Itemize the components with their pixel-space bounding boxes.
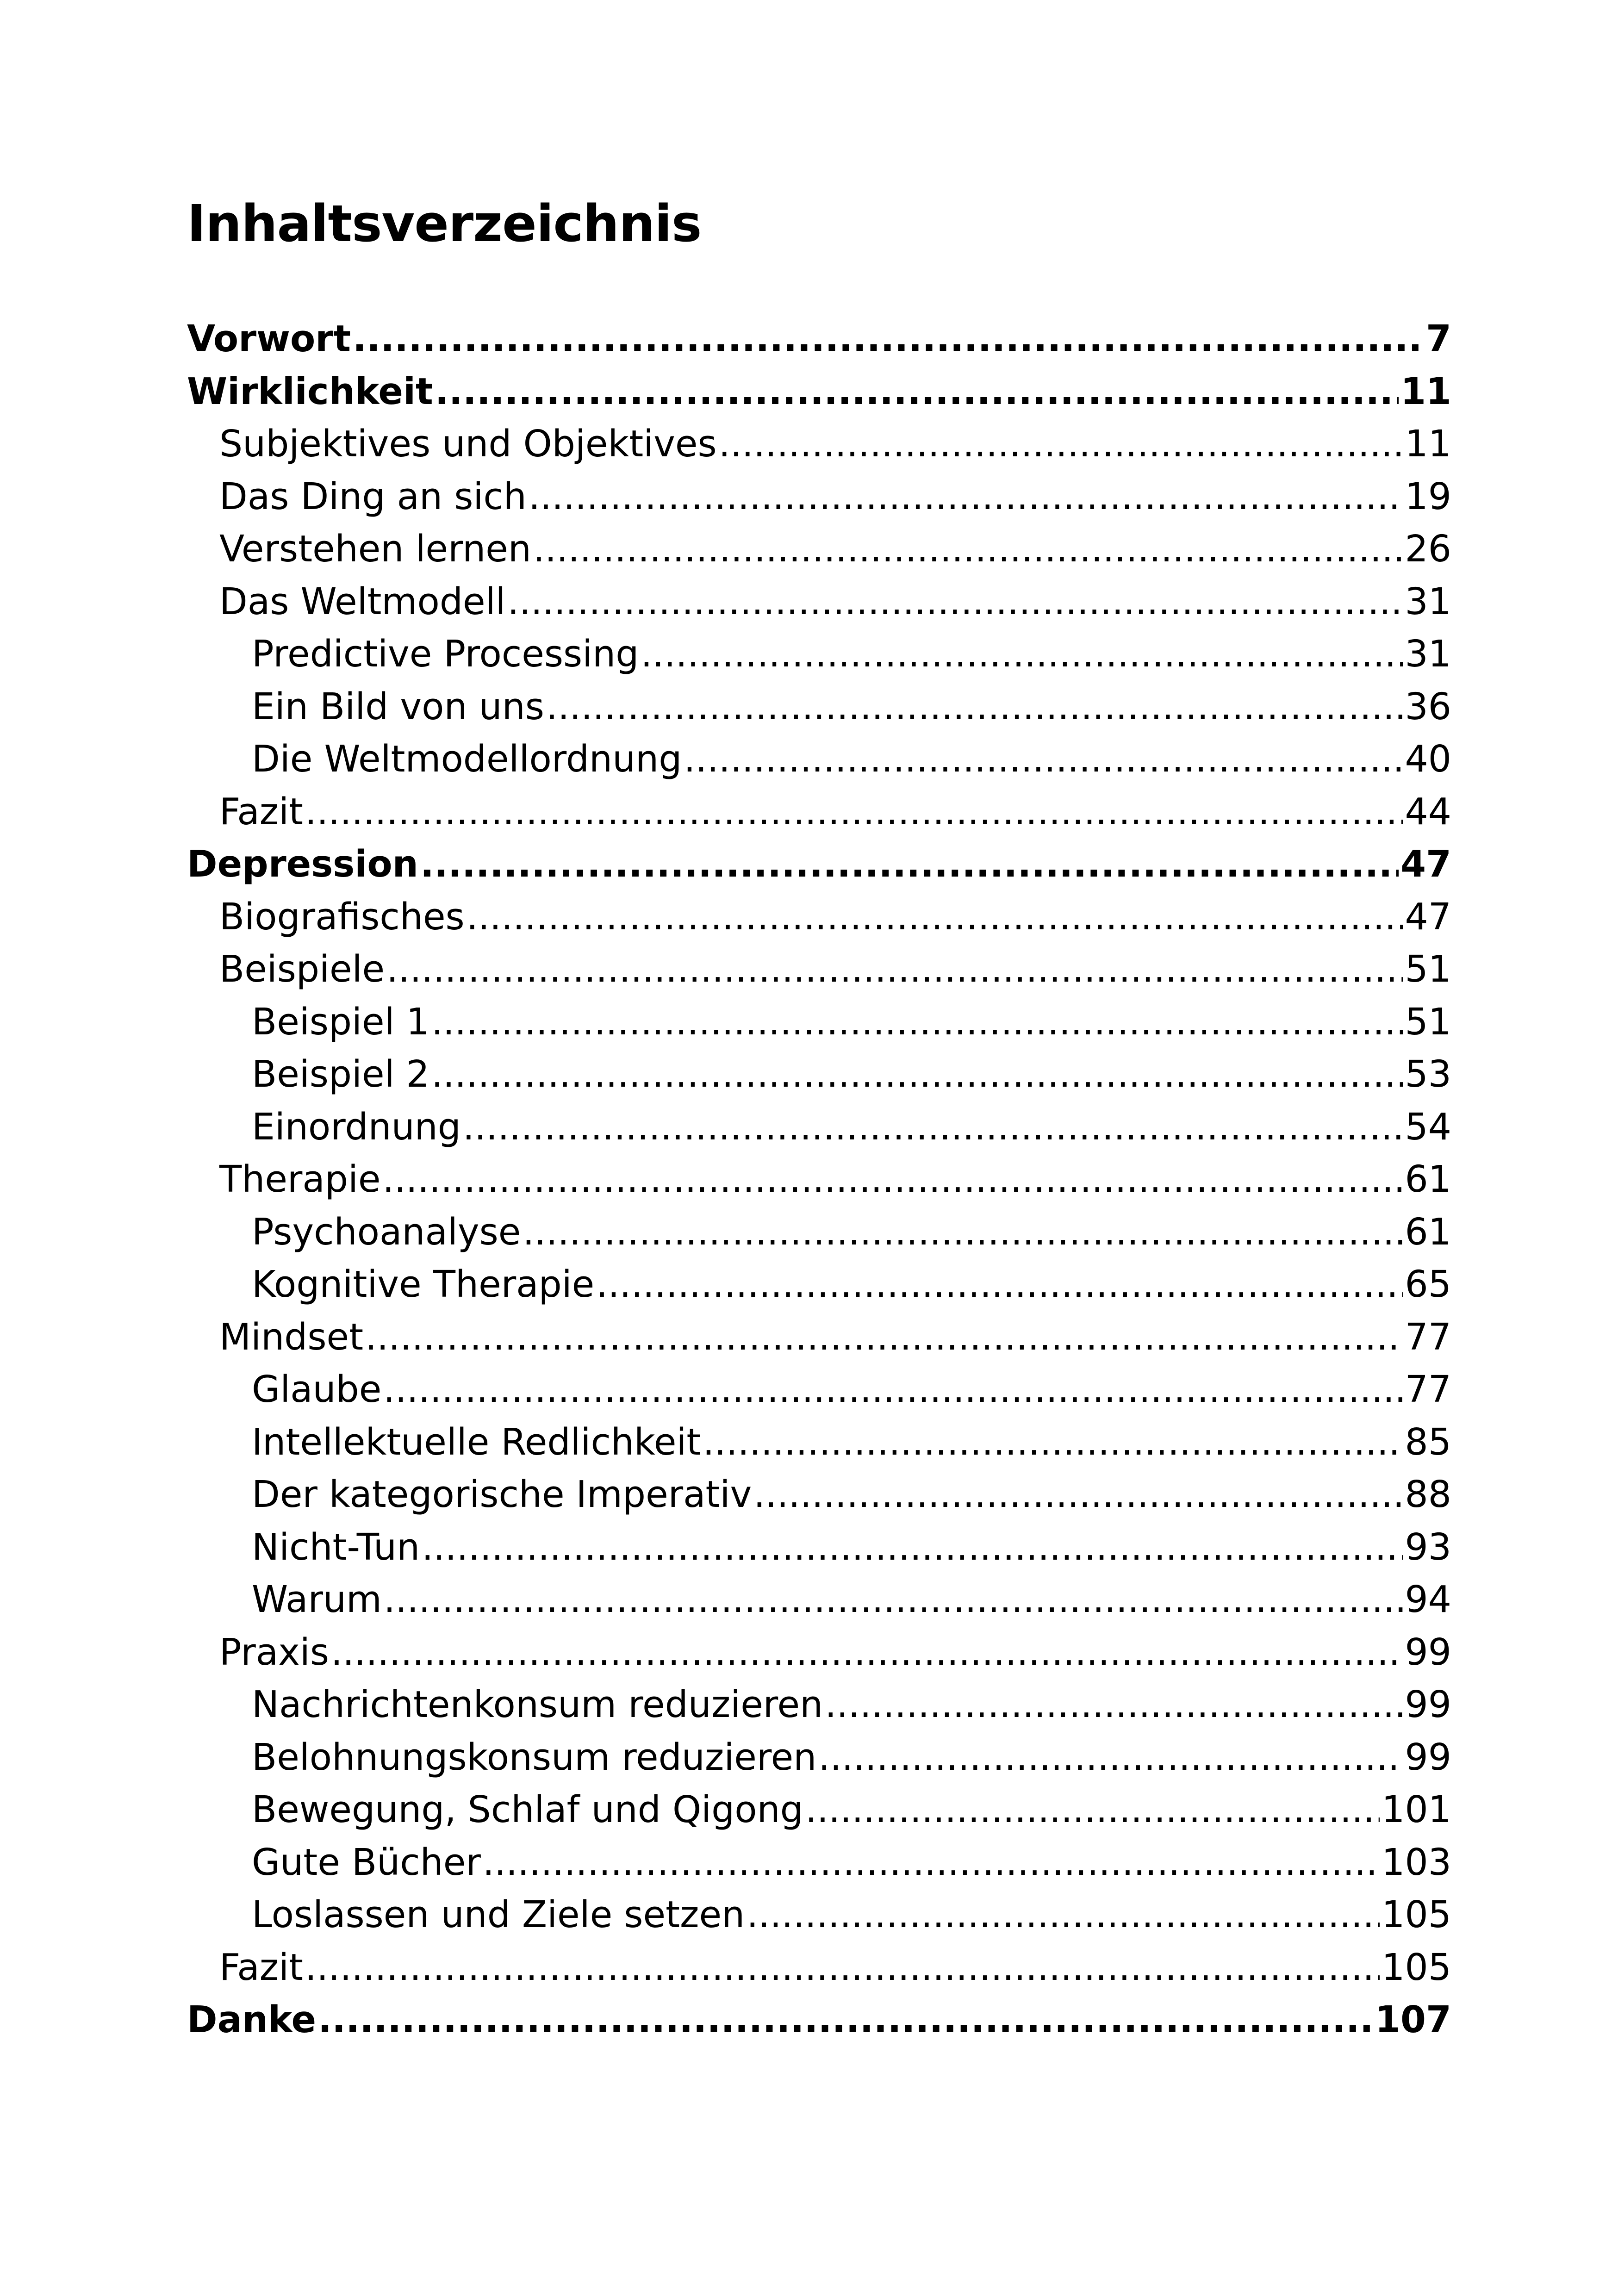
toc-entry-page-number: 85 [1405, 1420, 1451, 1463]
toc-dot-leader [383, 1153, 1403, 1206]
toc-entry-label: Depression [187, 843, 418, 885]
toc-entry-label: Warum [252, 1578, 382, 1621]
toc-dot-leader [318, 1994, 1373, 2047]
toc-entry-label: Beispiel 2 [252, 1053, 429, 1095]
toc-dot-leader [353, 313, 1424, 366]
toc-entry-page-number: 65 [1405, 1263, 1451, 1306]
toc-dot-leader [546, 681, 1403, 734]
toc-entry-label: Subjektives und Objektives [219, 423, 717, 465]
toc-dot-leader [529, 471, 1403, 523]
toc-entry[interactable] [187, 1521, 1451, 1574]
toc-dot-leader [463, 1101, 1403, 1154]
toc-entry-label: Mindset [219, 1315, 364, 1358]
toc-entry-page-number: 101 [1382, 1788, 1451, 1831]
toc-dot-leader [384, 1574, 1403, 1626]
toc-entry[interactable] [187, 1363, 1451, 1416]
toc-entry-label: Praxis [219, 1630, 329, 1674]
toc-entry-page-number: 93 [1405, 1525, 1451, 1568]
toc-dot-leader [435, 366, 1399, 418]
toc-entry[interactable] [187, 943, 1451, 996]
toc-dot-leader [523, 1206, 1403, 1259]
toc-entry-page-number: 61 [1405, 1158, 1451, 1201]
toc-entry[interactable] [187, 628, 1451, 681]
toc-entry-label: Vorwort [187, 317, 351, 360]
toc-dot-leader [431, 1048, 1403, 1101]
toc-entry-page-number: 94 [1405, 1578, 1451, 1621]
toc-entry[interactable] [187, 1679, 1451, 1731]
toc-entry-page-number: 44 [1405, 790, 1451, 833]
toc-entry-page-number: 88 [1405, 1473, 1451, 1516]
toc-entry[interactable] [187, 1626, 1451, 1679]
toc-entry-page-number: 77 [1405, 1368, 1451, 1411]
toc-dot-leader [805, 1784, 1380, 1836]
toc-entry[interactable] [187, 1311, 1451, 1364]
toc-entry[interactable] [187, 1574, 1451, 1626]
toc-entry-page-number: 105 [1382, 1946, 1451, 1989]
toc-entry[interactable] [187, 366, 1451, 418]
toc-entry-label: Therapie [219, 1158, 381, 1201]
toc-entry-page-number: 36 [1405, 685, 1451, 728]
toc-entry-label: Nachrichtenkonsum reduzieren [252, 1683, 823, 1726]
toc-entry[interactable] [187, 1468, 1451, 1521]
toc-dot-leader [719, 418, 1403, 471]
toc-entry[interactable] [187, 733, 1451, 786]
toc-entry-page-number: 53 [1405, 1053, 1451, 1095]
toc-dot-leader [331, 1626, 1403, 1679]
toc-entry-label: Fazit [219, 1946, 303, 1989]
toc-dot-leader [305, 1941, 1380, 1994]
toc-dot-leader [305, 786, 1403, 839]
toc-entry-label: Kognitive Therapie [252, 1263, 595, 1306]
toc-entry[interactable] [187, 1048, 1451, 1101]
toc-entry-label: Das Weltmodell [219, 580, 506, 623]
toc-dot-leader [383, 1363, 1403, 1416]
toc-entry-page-number: 54 [1405, 1105, 1451, 1148]
toc-entry-label: Fazit [219, 790, 303, 833]
toc-dot-leader [467, 891, 1403, 944]
toc-entry[interactable] [187, 576, 1451, 628]
toc-entry-label: Nicht-Tun [252, 1525, 420, 1568]
toc-entry[interactable] [187, 1153, 1451, 1206]
toc-entry-page-number: 11 [1400, 370, 1451, 413]
toc-entry[interactable] [187, 1836, 1451, 1889]
page-title: Inhaltsverzeichnis [187, 194, 702, 253]
toc-entry[interactable] [187, 1784, 1451, 1836]
toc-dot-leader [420, 838, 1399, 891]
toc-entry[interactable] [187, 1258, 1451, 1311]
toc-entry-page-number: 77 [1405, 1315, 1451, 1358]
toc-entry[interactable] [187, 1941, 1451, 1994]
toc-entry-label: Glaube [252, 1368, 382, 1411]
toc-entry-label: Einordnung [252, 1105, 461, 1148]
toc-dot-leader [825, 1679, 1403, 1731]
toc-entry-page-number: 99 [1405, 1630, 1451, 1674]
toc-entry[interactable] [187, 681, 1451, 734]
toc-dot-leader [641, 628, 1403, 681]
toc-entry-label: Das Ding an sich [219, 475, 527, 518]
toc-entry-label: Verstehen lernen [219, 528, 531, 570]
toc-entry[interactable] [187, 891, 1451, 944]
toc-entry-page-number: 7 [1426, 317, 1451, 360]
toc-entry[interactable] [187, 471, 1451, 523]
toc-entry-page-number: 51 [1405, 1000, 1451, 1043]
toc-dot-leader [422, 1521, 1403, 1574]
toc-entry[interactable] [187, 1889, 1451, 1941]
toc-entry-page-number: 11 [1405, 423, 1451, 465]
toc-entry-page-number: 47 [1400, 843, 1451, 885]
toc-entry-label: Predictive Processing [252, 633, 639, 675]
toc-entry-page-number: 99 [1405, 1683, 1451, 1726]
toc-entry-page-number: 31 [1405, 633, 1451, 675]
toc-entry-label: Beispiel 1 [252, 1000, 429, 1043]
toc-entry[interactable] [187, 996, 1451, 1049]
toc-entry-page-number: 51 [1405, 948, 1451, 990]
toc-dot-leader [533, 523, 1403, 576]
toc-entry-label: Biografisches [219, 895, 465, 938]
toc-dot-leader [386, 943, 1403, 996]
toc-entry[interactable] [187, 838, 1451, 891]
toc-entry-label: Ein Bild von uns [252, 685, 544, 728]
toc-dot-leader [747, 1889, 1380, 1941]
toc-entry[interactable] [187, 1101, 1451, 1154]
toc-dot-leader [483, 1836, 1380, 1889]
toc-entry-page-number: 103 [1382, 1841, 1451, 1884]
toc-entry[interactable] [187, 523, 1451, 576]
toc-dot-leader [365, 1311, 1403, 1364]
toc-dot-leader [753, 1468, 1403, 1521]
toc-dot-leader [431, 996, 1403, 1049]
toc-entry[interactable] [187, 1731, 1451, 1784]
toc-entry-page-number: 107 [1375, 1998, 1451, 2041]
toc-entry-page-number: 99 [1405, 1736, 1451, 1779]
toc-entry-label: Gute Bücher [252, 1841, 481, 1884]
toc-entry[interactable] [187, 418, 1451, 471]
toc-entry-label: Wirklichkeit [187, 370, 433, 413]
toc-entry-page-number: 61 [1405, 1210, 1451, 1253]
toc-entry-page-number: 105 [1382, 1893, 1451, 1936]
toc-dot-leader [684, 733, 1403, 786]
toc-entry-label: Loslassen und Ziele setzen [252, 1893, 745, 1936]
toc-entry-page-number: 26 [1405, 528, 1451, 570]
toc-dot-leader [596, 1258, 1403, 1311]
toc-entry[interactable] [187, 1206, 1451, 1259]
toc-dot-leader [703, 1416, 1403, 1469]
toc-entry-label: Bewegung, Schlaf und Qigong [252, 1788, 803, 1831]
toc-dot-leader [507, 576, 1403, 628]
toc-entry-page-number: 47 [1405, 895, 1451, 938]
toc-entry-label: Beispiele [219, 948, 385, 990]
toc-entry-label: Intellektuelle Redlichkeit [252, 1420, 701, 1463]
toc-entry-label: Danke [187, 1998, 317, 2041]
toc-entry[interactable] [187, 1994, 1451, 2047]
toc-entry-page-number: 40 [1405, 738, 1451, 780]
toc-entry[interactable] [187, 786, 1451, 839]
table-of-contents [187, 313, 1451, 2047]
toc-entry-label: Der kategorische Imperativ [252, 1473, 752, 1516]
toc-entry-label: Die Weltmodellordnung [252, 738, 682, 780]
toc-entry-label: Belohnungskonsum reduzieren [252, 1736, 817, 1779]
toc-entry[interactable] [187, 1416, 1451, 1469]
toc-entry-label: Psychoanalyse [252, 1210, 521, 1253]
toc-entry-page-number: 31 [1405, 580, 1451, 623]
toc-entry-page-number: 19 [1405, 475, 1451, 518]
toc-entry[interactable] [187, 313, 1451, 366]
toc-dot-leader [818, 1731, 1403, 1784]
